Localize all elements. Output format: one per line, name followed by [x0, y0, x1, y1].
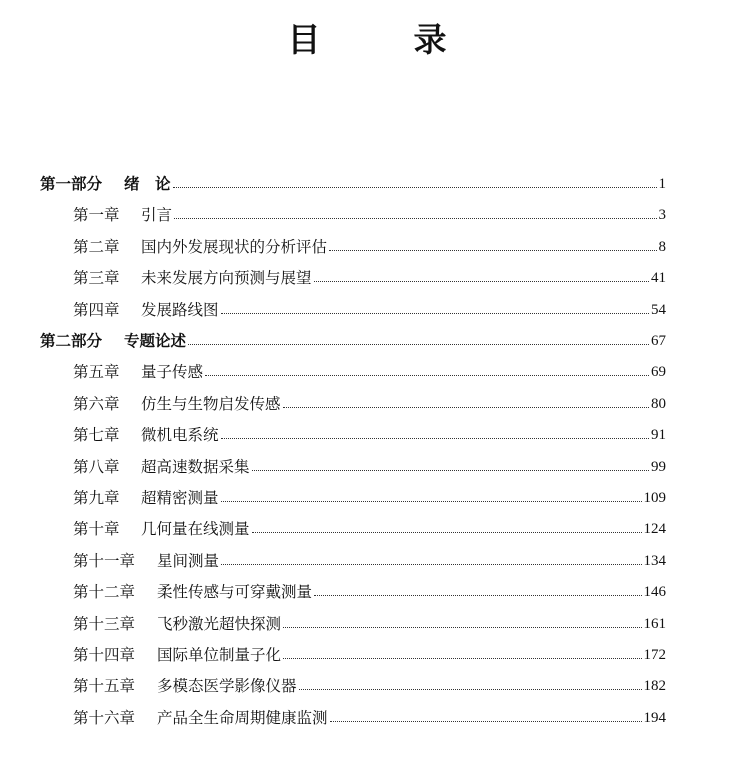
toc-leader-dots [221, 563, 641, 565]
toc-chapter-8[interactable] [73, 454, 666, 480]
toc-chapter-label: 第七章 [73, 426, 120, 445]
toc-page-number: 54 [651, 301, 666, 318]
toc-chapter-label: 第三章 [73, 269, 120, 288]
toc-chapter-1[interactable] [73, 202, 666, 228]
toc-leader-dots [314, 280, 649, 282]
toc-page-number: 134 [643, 552, 666, 569]
toc-chapter-label: 第九章 [73, 489, 120, 507]
toc-page-number: 8 [658, 238, 666, 255]
toc-chapter-10[interactable] [73, 516, 666, 542]
page-title: 目 录 [287, 20, 477, 59]
toc-chapter-label: 第十一章 [73, 551, 136, 570]
toc-chapter-7[interactable] [73, 422, 666, 448]
toc-part-2[interactable] [40, 328, 666, 354]
toc-chapter-label: 第五章 [73, 363, 120, 382]
toc-page-number: 69 [651, 364, 666, 381]
toc-chapter-title: 产品全生命周期健康监测 [157, 708, 328, 727]
toc-chapter-title: 星间测量 [157, 551, 220, 570]
toc-chapter-title: 未来发展方向预测与展望 [141, 269, 312, 288]
toc-leader-dots [252, 469, 649, 471]
toc-page-number: 80 [651, 395, 666, 412]
toc-chapter-title: 柔性传感与可穿戴测量 [157, 583, 313, 602]
toc-chapter-label: 第十四章 [73, 646, 136, 664]
toc-part-label: 第一部分 [40, 175, 103, 193]
toc-chapter-label: 第十六章 [73, 708, 136, 727]
toc-page-number: 1 [658, 176, 666, 192]
toc-page-number: 109 [643, 490, 666, 506]
toc-chapter-title: 飞秒激光超快探测 [157, 614, 282, 633]
toc-chapter-label: 第十五章 [73, 677, 136, 696]
toc-chapter-title: 引言 [141, 206, 173, 225]
toc-page-number: 91 [651, 427, 666, 444]
toc-leader-dots [221, 437, 649, 439]
toc-leader-dots [221, 312, 649, 314]
toc-chapter-9[interactable] [73, 485, 666, 511]
toc-chapter-label: 第二章 [73, 237, 120, 256]
toc-leader-dots [188, 343, 649, 345]
toc-chapter-label: 第一章 [73, 206, 120, 225]
toc-part-title: 绪 论 [124, 175, 171, 193]
toc-chapter-label: 第十章 [73, 520, 120, 539]
toc-chapter-title: 多模态医学影像仪器 [157, 677, 297, 696]
toc-part-title: 专题论述 [124, 332, 187, 350]
toc-page-number: 41 [651, 270, 666, 287]
toc-chapter-title: 国际单位制量子化 [157, 646, 282, 664]
toc-chapter-title: 超高速数据采集 [141, 457, 250, 476]
toc-chapter-label: 第四章 [73, 300, 120, 319]
toc-page-number: 172 [643, 647, 666, 663]
toc-part-label: 第二部分 [40, 332, 103, 350]
toc-page-number: 3 [658, 207, 666, 224]
toc-chapter-label: 第十二章 [73, 583, 136, 602]
toc-chapter-title: 国内外发展现状的分析评估 [141, 237, 328, 256]
toc-leader-dots [329, 249, 656, 251]
toc-chapter-11[interactable] [73, 548, 666, 574]
toc-chapter-title: 仿生与生物启发传感 [141, 394, 281, 413]
toc-chapter-title: 量子传感 [141, 363, 204, 382]
toc-chapter-title: 超精密测量 [141, 489, 219, 507]
toc-chapter-title: 微机电系统 [141, 426, 219, 445]
toc-leader-dots [252, 531, 642, 533]
toc-leader-dots [173, 186, 657, 188]
toc-chapter-title: 几何量在线测量 [141, 520, 250, 539]
toc-page-number: 182 [643, 678, 666, 695]
toc-chapter-5[interactable] [73, 359, 666, 385]
toc-leader-dots [314, 594, 641, 596]
toc-chapter-16[interactable] [73, 705, 666, 731]
toc-leader-dots [330, 720, 642, 722]
toc-chapter-4[interactable] [73, 297, 666, 323]
toc-part-1[interactable] [40, 171, 666, 197]
toc-page-number: 161 [643, 615, 666, 632]
toc-chapter-3[interactable] [73, 265, 666, 291]
toc-leader-dots [283, 626, 641, 628]
toc-chapter-15[interactable] [73, 673, 666, 699]
toc-chapter-6[interactable] [73, 391, 666, 417]
toc-chapter-12[interactable] [73, 579, 666, 605]
toc-leader-dots [299, 688, 642, 690]
toc-chapter-label: 第六章 [73, 394, 120, 413]
toc-chapter-2[interactable] [73, 234, 666, 260]
toc-leader-dots [283, 657, 641, 659]
toc-chapter-14[interactable] [73, 642, 666, 668]
toc-page-number: 67 [651, 333, 666, 349]
toc-leader-dots [205, 374, 649, 376]
toc-page-number: 99 [651, 458, 666, 475]
toc-chapter-title: 发展路线图 [141, 300, 219, 319]
toc-leader-dots [221, 500, 642, 502]
toc-leader-dots [174, 217, 656, 219]
toc-page-number: 124 [643, 521, 666, 538]
toc-chapter-label: 第十三章 [73, 614, 136, 633]
toc-leader-dots [283, 406, 649, 408]
toc-page-number: 194 [643, 709, 666, 726]
toc-chapter-13[interactable] [73, 611, 666, 637]
toc-page-number: 146 [643, 584, 666, 601]
toc-chapter-label: 第八章 [73, 457, 120, 476]
